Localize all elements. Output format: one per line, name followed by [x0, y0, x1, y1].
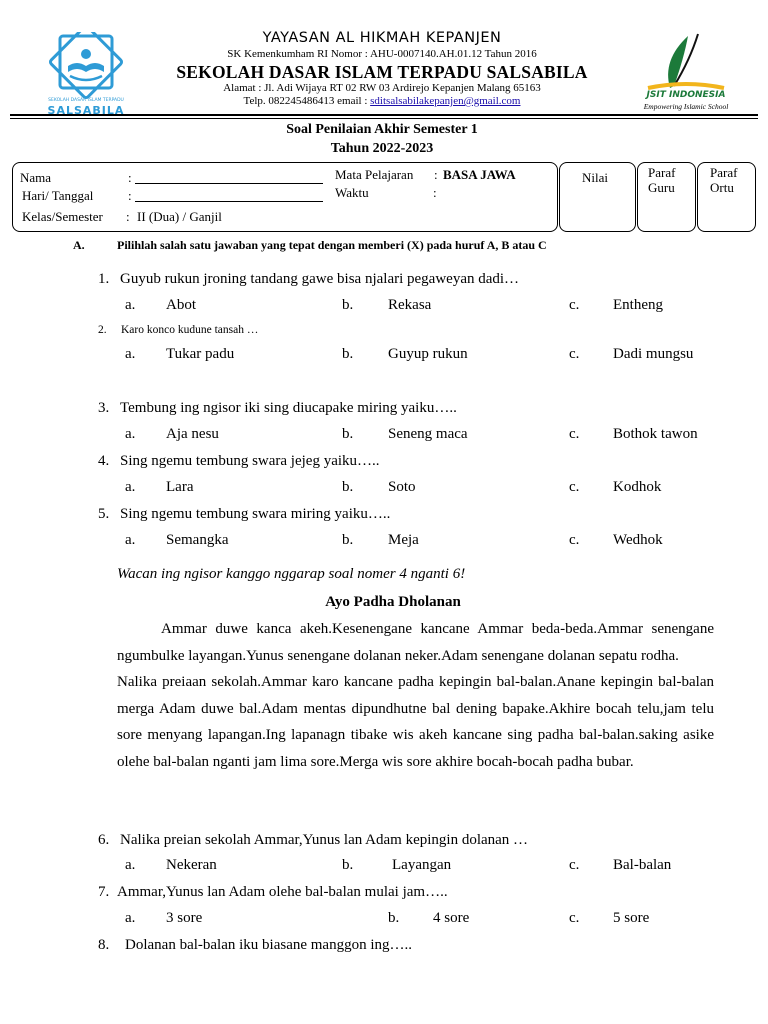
option-letter-c[interactable]: c. — [569, 479, 580, 495]
question-text: Guyub rukun jroning tandang gawe bisa njalari pegaweyan dadi… — [120, 271, 520, 287]
option-c[interactable]: Kodhok — [613, 479, 662, 495]
option-letter-c[interactable]: c. — [569, 532, 580, 548]
option-letter-c[interactable]: c. — [569, 910, 580, 926]
option-letter-a[interactable]: a. — [125, 857, 136, 873]
option-b[interactable]: Layangan — [392, 857, 452, 873]
option-letter-b[interactable]: b. — [388, 910, 400, 926]
hari-tanggal-field[interactable] — [135, 189, 323, 202]
question-number: 2. — [98, 324, 107, 336]
option-letter-c[interactable]: c. — [569, 297, 580, 313]
option-b[interactable]: Guyup rukun — [388, 346, 468, 362]
hari-label: Hari/ Tanggal — [22, 188, 94, 203]
exam-year: Tahun 2022-2023 — [330, 141, 434, 156]
email-link[interactable]: sditsalsabilakepanjen@gmail.com — [370, 95, 521, 107]
nilai-label: Nilai — [582, 170, 608, 185]
question-text: Nalika preian sekolah Ammar,Yunus lan Adam kepingin dolanan … — [120, 832, 529, 848]
paraf-ortu-box — [697, 162, 756, 232]
jsit-tagline: Empowering Islamic School — [643, 102, 729, 111]
option-a[interactable]: Aja nesu — [166, 426, 219, 442]
paraf-ortu-label-1: Paraf — [710, 165, 738, 180]
school-name: SEKOLAH DASAR ISLAM TERPADU SALSABILA — [176, 62, 588, 82]
option-b[interactable]: Meja — [388, 532, 419, 548]
option-a[interactable]: 3 sore — [166, 910, 203, 926]
option-letter-b[interactable]: b. — [342, 297, 354, 313]
option-letter-b[interactable]: b. — [342, 426, 354, 442]
hari-colon: : — [128, 188, 132, 203]
salsabila-caption: SALSABILA — [47, 104, 125, 117]
reading-intro: Wacan ing ngisor kanggo nggarap soal nomer 4 nganti 6! — [117, 566, 466, 582]
option-letter-a[interactable]: a. — [125, 479, 136, 495]
option-letter-a[interactable]: a. — [125, 910, 136, 926]
question-text: Dolanan bal-balan iku biasane manggon ing….. — [125, 937, 413, 953]
option-c[interactable]: 5 sore — [613, 910, 650, 926]
nilai-box — [559, 162, 636, 232]
option-a[interactable]: Tukar padu — [166, 346, 235, 362]
question-number: 5. — [98, 506, 110, 522]
option-c[interactable]: Wedhok — [613, 532, 663, 548]
question-number: 4. — [98, 453, 110, 469]
option-letter-c[interactable]: c. — [569, 426, 580, 442]
question-number: 7. — [98, 884, 110, 900]
paraf-ortu-label-2: Ortu — [710, 180, 734, 195]
question-number: 8. — [98, 937, 110, 953]
question-text: Karo konco kudune tansah … — [121, 324, 259, 336]
student-identity-box — [12, 162, 558, 232]
option-b[interactable]: Soto — [388, 479, 416, 495]
phone-text: Telp. 082245486413 email : — [243, 95, 371, 107]
option-letter-b[interactable]: b. — [342, 479, 354, 495]
option-c[interactable]: Bal-balan — [613, 857, 672, 873]
jsit-logo — [640, 30, 732, 118]
quill-feather-icon — [640, 30, 732, 92]
passage-paragraph: Nalika preiaan sekolah.Ammar karo kancane padha kepingin bal-balan.Anane kepingin bal-balan merga Adam duwe bal.Adam mentas dipundhutne bal dening bapake.Akhire bocah telu,jam telu sore menyang lapangan.Ing lapanagn tibake wis akeh kancane sing padha bal-balan.saking asike olehe bal-balan nganti jam lima sore.Merga wis sore akhire bocah-bocah padha bubar. — [117, 674, 714, 770]
option-letter-c[interactable]: c. — [569, 346, 580, 362]
instruction-text: Pilihlah salah satu jawaban yang tepat dengan memberi (X) pada huruf A, B atau C — [117, 238, 547, 252]
question-number: 3. — [98, 400, 110, 416]
school-contact — [150, 95, 614, 107]
header-rule — [10, 114, 758, 116]
option-letter-a[interactable]: a. — [125, 532, 136, 548]
jsit-caption: JSIT INDONESIA — [646, 90, 726, 100]
question-number: 6. — [98, 832, 110, 848]
salsabila-small-caption: SEKOLAH DASAR ISLAM TERPADU — [48, 98, 124, 103]
option-c[interactable]: Entheng — [613, 297, 663, 313]
kelas-label: Kelas/Semester — [22, 209, 103, 224]
nama-label: Nama — [20, 170, 52, 185]
mapel-label: Mata Pelajaran — [335, 167, 414, 182]
nama-field[interactable] — [135, 171, 323, 184]
option-letter-a[interactable]: a. — [125, 297, 136, 313]
option-letter-a[interactable]: a. — [125, 346, 136, 362]
school-address: Alamat : Jl. Adi Wijaya RT 02 RW 03 Ardirejo Kepanjen Malang 65163 — [223, 82, 541, 94]
option-letter-b[interactable]: b. — [342, 346, 354, 362]
kelas-value: II (Dua) / Ganjil — [137, 209, 222, 224]
paraf-guru-box — [637, 162, 696, 232]
question-number: 1. — [98, 271, 110, 287]
mapel-colon: : — [434, 167, 438, 182]
exam-title: Soal Penilaian Akhir Semester 1 — [286, 122, 478, 137]
mapel-value: BASA JAWA — [443, 167, 516, 182]
waktu-label: Waktu — [335, 185, 369, 200]
option-a[interactable]: Nekeran — [166, 857, 217, 873]
nama-colon: : — [128, 170, 132, 185]
paraf-guru-label-1: Paraf — [648, 165, 676, 180]
option-letter-b[interactable]: b. — [342, 532, 354, 548]
waktu-colon: : — [433, 185, 437, 200]
option-a[interactable]: Abot — [166, 297, 196, 313]
header-rule-thin — [10, 118, 758, 119]
foundation-name: YAYASAN AL HIKMAH KEPANJEN — [262, 30, 502, 46]
option-b[interactable]: Seneng maca — [388, 426, 468, 442]
reading-passage — [117, 616, 714, 775]
reading-title: Ayo Padha Dholanan — [325, 594, 461, 610]
sk-number: SK Kemenkumham RI Nomor : AHU-0007140.AH.01.12 Tahun 2016 — [227, 48, 537, 60]
question-text: Tembung ing ngisor iki sing diucapake miring yaiku….. — [120, 400, 457, 416]
question-text: Sing ngemu tembung swara jejeg yaiku….. — [120, 453, 380, 469]
option-b[interactable]: Rekasa — [388, 297, 432, 313]
option-c[interactable]: Dadi mungsu — [613, 346, 694, 362]
option-a[interactable]: Semangka — [166, 532, 229, 548]
passage-paragraph: Ammar duwe kanca akeh.Kesenengane kancane Ammar beda-beda.Ammar senengane ngumbulke layangan.Yunus senengane dolanan neker.Adam senengane dolanan sepatu rodha. — [117, 621, 714, 664]
option-c[interactable]: Bothok tawon — [613, 426, 698, 442]
question-text: Ammar,Yunus lan Adam olehe bal-balan mulai jam….. — [117, 884, 448, 900]
option-letter-a[interactable]: a. — [125, 426, 136, 442]
paraf-guru-label-2: Guru — [648, 180, 675, 195]
salsabila-logo — [40, 32, 132, 120]
question-text: Sing ngemu tembung swara miring yaiku….. — [120, 506, 391, 522]
option-b[interactable]: 4 sore — [433, 910, 470, 926]
option-letter-c[interactable]: c. — [569, 857, 580, 873]
section-letter: A. — [73, 238, 85, 252]
kelas-colon: : — [126, 209, 130, 224]
option-a[interactable]: Lara — [166, 479, 194, 495]
option-letter-b[interactable]: b. — [342, 857, 354, 873]
